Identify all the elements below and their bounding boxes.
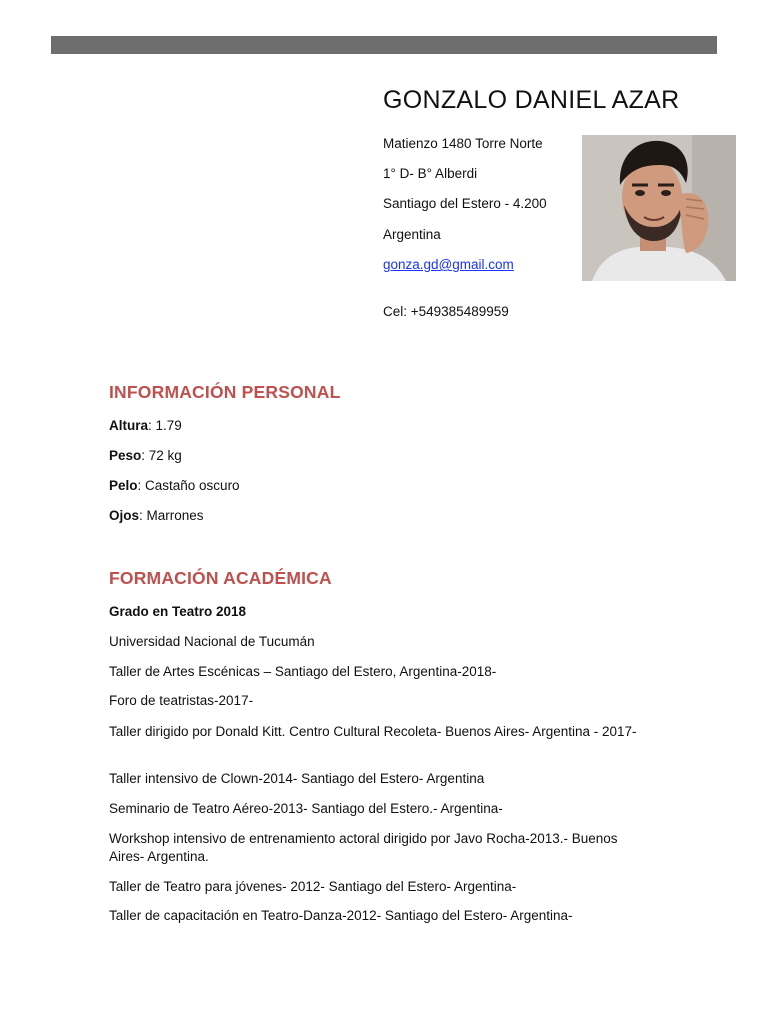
person-name: GONZALO DANIEL AZAR — [383, 86, 680, 114]
personal-weight — [109, 448, 182, 463]
weight-value: : 72 kg — [141, 448, 182, 463]
education-item: Taller de Artes Escénicas – Santiago del Estero, Argentina-2018- — [109, 664, 497, 679]
profile-photo — [582, 135, 736, 281]
education-item: Taller de Teatro para jóvenes- 2012- Santiago del Estero- Argentina- — [109, 879, 517, 894]
section-title-education: FORMACIÓN ACADÉMICA — [109, 568, 332, 588]
height-label: Altura — [109, 418, 149, 433]
degree-title: Grado en Teatro 2018 — [109, 604, 247, 619]
education-item: Foro de teatristas-2017- — [109, 693, 254, 708]
personal-height — [109, 418, 182, 433]
eyes-value: : Marrones — [139, 508, 204, 523]
address-line-1: Matienzo 1480 Torre Norte — [383, 136, 543, 151]
city-line: Santiago del Estero - 4.200 — [383, 196, 547, 211]
education-item: Taller de capacitación en Teatro-Danza-2012- Santiago del Estero- Argentina- — [109, 908, 573, 923]
email-link[interactable]: gonza.gd@gmail.com — [383, 257, 514, 272]
section-title-personal: INFORMACIÓN PERSONAL — [109, 382, 341, 402]
height-value: : 1.79 — [148, 418, 182, 433]
weight-label: Peso — [109, 448, 142, 463]
education-item: Seminario de Teatro Aéreo-2013- Santiago del Estero.- Argentina- — [109, 801, 503, 816]
header-bar — [51, 36, 717, 54]
eyes-label: Ojos — [109, 508, 140, 523]
phone-line: Cel: +549385489959 — [383, 304, 509, 319]
personal-eyes — [109, 508, 204, 523]
address-line-2: 1° D- B° Alberdi — [383, 166, 478, 181]
personal-hair — [109, 478, 240, 493]
education-item: Taller intensivo de Clown-2014- Santiago del Estero- Argentina — [109, 771, 485, 786]
hair-label: Pelo — [109, 478, 138, 493]
education-item: Taller dirigido por Donald Kitt. Centro Cultural Recoleta- Buenos Aires- Argentina - 2017- — [109, 724, 637, 739]
education-item: Universidad Nacional de Tucumán — [109, 634, 315, 649]
education-item: Workshop intensivo de entrenamiento actoral dirigido por Javo Rocha-2013.- Buenos Aires- Argentina. — [109, 831, 618, 864]
portrait-image — [582, 135, 736, 281]
hair-value: : Castaño oscuro — [137, 478, 240, 493]
country-line: Argentina — [383, 227, 441, 242]
